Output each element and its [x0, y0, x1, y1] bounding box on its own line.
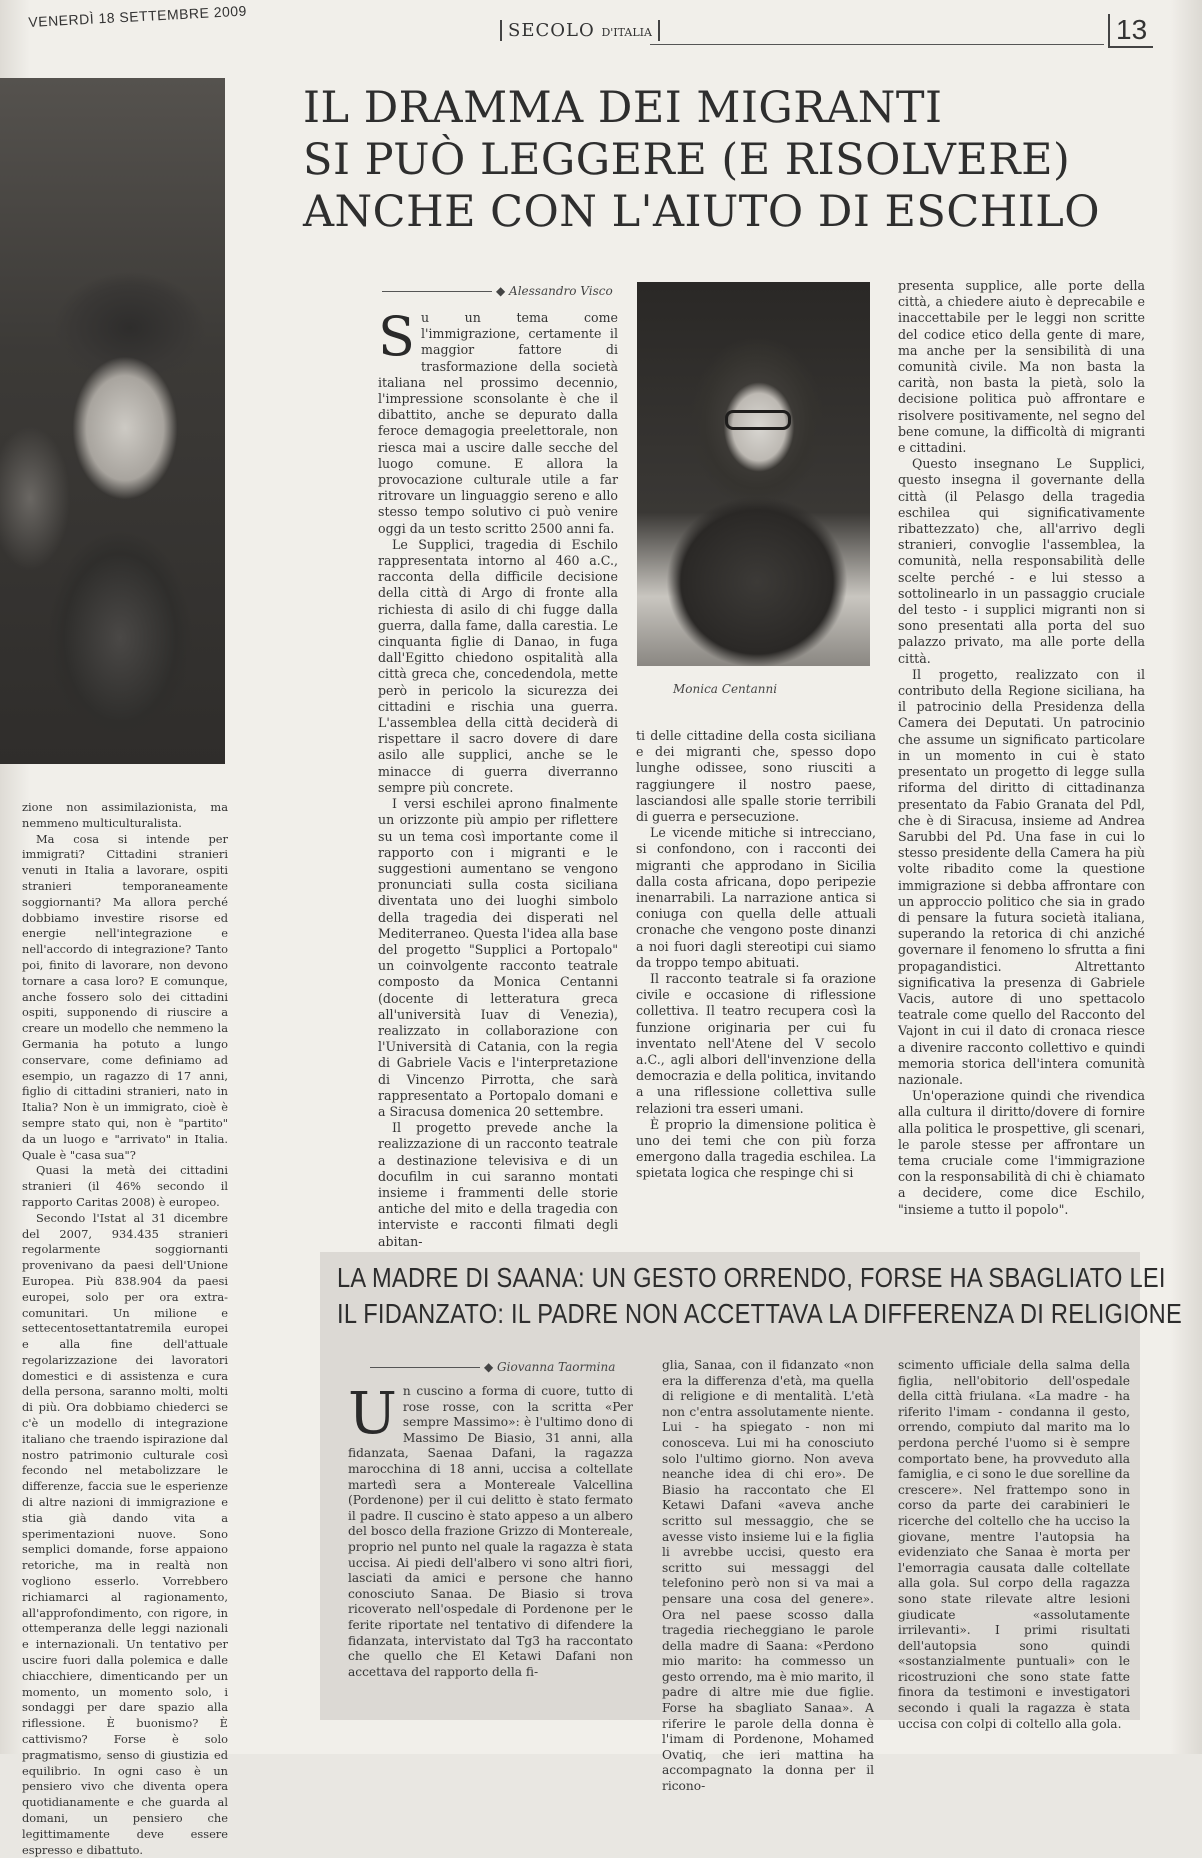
- byline-rule: [382, 291, 492, 292]
- author-name: Alessandro Visco: [509, 284, 613, 298]
- box-headline: [337, 1260, 1183, 1332]
- drop-cap: S: [378, 305, 415, 368]
- paragraph: Un'operazione quindi che rivendica alla cultura il diritto/dovere di fornire alla politica le prospettive, gli scenari, le parole stesse per affrontare un tema cruciale come l'immigrazione con la responsabilità di chi è chiamato a decidere, come dice Eschilo, "insieme a tutto il popolo".: [898, 1088, 1145, 1217]
- box-headline-line: LA MADRE DI SAANA: UN GESTO ORRENDO, FORSE HA SBAGLIATO LEI: [337, 1262, 1166, 1293]
- issue-date: VENERDÌ 18 SETTEMBRE 2009: [28, 2, 248, 30]
- paragraph: Le vicende mitiche si intrecciano, si confondono, con i racconti dei migranti che approdano in Sicilia dalla costa africana, dopo peripezie inenarrabili. La narrazione antica si coniuga con quella delle attuali cronache che vengono poste dinanzi a noi fuori dagli stereotipi cui siamo da troppo tempo abituati.: [636, 825, 876, 970]
- portrait-photo: [637, 282, 870, 666]
- page-number: 13: [1108, 14, 1153, 48]
- paragraph: Quasi la metà dei cittadini stranieri (il 46% secondo il rapporto Caritas 2008) è europeo.: [22, 1163, 228, 1209]
- article-column-1: [378, 305, 618, 1266]
- article-byline: ◆ Alessandro Visco: [382, 284, 613, 298]
- header-rule: [650, 44, 1104, 45]
- paragraph: Le Supplici, tragedia di Eschilo rappresentata intorno al 460 a.C., racconta della difficile decisione della città di Argo di fronte alla richiesta di asilo di chi fugge dalla guerra, dalla fame, dalla carestia. Le cinquanta figlie di Danao, in fuga dall'Egitto chiedono ospitalità alla città greca che, concedendola, mette però in pericolo la sicurezza dei cittadini e rischia una guerra. L'assemblea della città deciderà di rispettare il sacro dovere di dare asilo alle supplici, anche se le minacce di guerra diverranno sempre più concrete.: [378, 536, 618, 795]
- paragraph: Il progetto prevede anche la realizzazione di un racconto teatrale a destinazione televisiva e di un docufilm in cui saranno montati insieme i frammenti delle storie antiche del mito e della tragedia con interviste e racconti filmati degli abitan-: [378, 1120, 618, 1249]
- crowd-photo: [0, 78, 225, 764]
- newspaper-title: SECOLO: [508, 20, 595, 41]
- article-headline: [303, 82, 1103, 238]
- box-headline-line: IL FIDANZATO: IL PADRE NON ACCETTAVA LA DIFFERENZA DI RELIGIONE: [337, 1298, 1183, 1329]
- headline-line: IL DRAMMA DEI MIGRANTI: [303, 83, 943, 133]
- paragraph: Il racconto teatrale si fa orazione civile e occasione di riflessione collettiva. Il teatro recupera così la funzione originaria per cui fu inventato nell'Atene del V secolo a.C., agli albori dell'invenzione della democrazia e della politica, invitando a una riflessione collettiva sulle relazioni tra esseri umani.: [636, 971, 876, 1116]
- newspaper-name: [500, 20, 660, 41]
- author-name: Giovanna Taormina: [497, 1360, 616, 1374]
- headline-line: SI PUÒ LEGGERE (E RISOLVERE): [303, 135, 1071, 185]
- box-column-3: [898, 1358, 1130, 1731]
- glasses-shape: [725, 410, 791, 430]
- box-column-1: [348, 1379, 633, 1716]
- paragraph: n cuscino a forma di cuore, tutto di rose rosse, con la scritta «Per sempre Massimo»: è l'ultimo dono di Massimo De Biasio, 31 anni, alla fidanzata, Saenaa Dafani, la ragazza marocchina di 18 anni, uccisa a coltellate martedì sera a Montereale Valcellina (Pordenone) per il cui delitto è stato fermato il padre. Il cuscino è stato appeso a un albero del bosco della frazione Grizzo di Montereale, proprio nel punto nel quale la ragazza è stata uccisa. Ai piedi dell'albero vi sono altri fiori, lasciati da amici e persone che hanno conosciuto Sanaa. De Biasio si trova ricoverato nell'ospedale di Pordenone per le ferite riportate nel tentativo di difendere la fidanzata, intervistato dal Tg3 ha raccontato che quello che El Ketawi Dafani non accettava del rapporto della fi-: [348, 1384, 633, 1679]
- left-column-text: [22, 800, 228, 1857]
- paragraph: Secondo l'Istat al 31 dicembre del 2007, 934.435 stranieri regolarmente soggiornanti provenivano da paesi dell'Unione Europea. Più 838.904 da paesi europei, solo per ora extra-comunitari. Un milione e settecentosettantatremila europei e alla fine dell'attuale regolarizzazione dei lavoratori domestici e di assistenza e cura della persona, saranno molti, molti di più. Ora dobbiamo chiederci se c'è un modello di integrazione italiano che traendo ispirazione dal nostro patrimonio culturale così fecondo nel metabolizzare le differenze, faccia sue le esperienze di altre nazioni di immigrazione e stia già dando vita a sperimentazioni nuove. Sono semplici domande, forse appaiono retoriche, ma in realtà non vogliono esserlo. Vorrebbero richiamarci al ragionamento, all'approfondimento, con rigore, in ottemperanza delle leggi nazionali e internazionali. Un tentativo per uscire fuori dalla polemica e dalle chiacchiere, dimenticando per un momento, un momento solo, i sondaggi per dare spazio alla riflessione. È buonismo? È cattivismo? Forse è solo pragmatismo, senso di giustizia ed equilibrio. In ogni caso è un pensiero vivo che diventa opera quotidianamente e che guarda al domani, un pensiero che legittimamente deve essere espresso e dibattuto.: [22, 1210, 228, 1857]
- paragraph: I versi eschilei aprono finalmente un orizzonte più ampio per riflettere su un tema così importante come il rapporto con i migranti e le suggestioni aumentano se vengono pronunciati sulla costa siciliana diventata uno dei luoghi simbolo della tragedia dei disperati nel Mediterraneo. Questa l'idea alla base del progetto "Supplici a Portopalo" un coinvolgente racconto teatrale composto da Monica Centanni (docente di letteratura greca all'università Iuav di Venezia), realizzato in collaborazione con l'Università di Catania, con la regia di Gabriele Vacis e l'interpretazione di Vincenzo Pirrotta, che sarà rappresentato a Portopalo domani e a Siracusa domenica 20 settembre.: [378, 796, 618, 1119]
- paragraph: zione non assimilazionista, ma nemmeno multiculturalista.: [22, 800, 228, 830]
- paragraph: Il progetto, realizzato con il contributo della Regione siciliana, ha il patrocinio della Presidenza della Camera dei Deputati. Un patrocinio che assume un significato particolare in un momento in cui è stato presentato un progetto di legge sulla riforma del diritto di cittadinanza presentato da Fabio Granata del Pdl, che è di Siracusa, insieme ad Andrea Sarubbi del Pd. Una fase in cui lo stesso presidente della Camera ha più volte ribadito come la questione immigrazione si debba affrontare con un approccio politico che sia in grado di pensare la futura società italiana, superando la retorica di chi anziché governare il fenomeno lo sfrutta a fini propagandistici. Altrettanto significativa la presenza di Gabriele Vacis, autore di uno spettacolo teatrale come quello del Racconto del Vajont in cui il dato di cronaca riesce a divenire racconto collettivo e quindi memoria storica dell'intera comunità nazionale.: [898, 666, 1145, 1087]
- photo-caption: Monica Centanni: [673, 682, 778, 696]
- paragraph: È proprio la dimensione politica è uno dei temi che con più forza emergono dalla tragedia eschilea. La spietata logica che respinge chi si: [636, 1116, 876, 1181]
- headline-line: ANCHE CON L'AIUTO DI ESCHILO: [303, 187, 1101, 237]
- box-byline: ◆ Giovanna Taormina: [370, 1360, 615, 1374]
- article-column-3: [898, 278, 1145, 1217]
- byline-rule: [370, 1367, 480, 1368]
- paragraph: scimento ufficiale della salma della figlia, nell'obitorio dell'ospedale della città friulana. «La madre - ha riferito l'imam - condanna il gesto, orrendo, compiuto dal marito ma lo perdona perché l'uomo si è sempre comportato bene, ha provveduto alla famiglia, e ci sono le due sorelline da crescere». Nel frattempo sono in corso da parte dei carabinieri le ricerche del coltello che ha ucciso la giovane, mentre l'autopsia ha evidenziato che Sanaa è morta per l'emorragia causata dalle coltellate alla gola. Sul corpo della ragazza sono state rilevate altre lesioni giudicate «assolutamente irrilevanti». I primi risultati dell'autopsia sono quindi «sostanzialmente puntuali» con le ricostruzioni che sono state fatte finora da testimoni e investigatori secondo i quali la ragazza è stata uccisa con colpi di coltello alla gola.: [898, 1358, 1130, 1731]
- drop-cap: U: [348, 1379, 397, 1447]
- paragraph: ti delle cittadine della costa siciliana e dei migranti che, spesso dopo lunghe odissee, sono riusciti a raggiungere il nostro paese, lasciandosi alle spalle storie terribili di guerra e persecuzione.: [636, 728, 876, 825]
- paragraph: Ma cosa si intende per immigrati? Cittadini stranieri venuti in Italia a lavorare, ospiti stranieri temporaneamente soggiornanti? Ma allora perché dobbiamo investire risorse ed energie nell'integrazione e nell'accordo di integrazione? Tanto poi, finito di lavorare, non devono tornare a casa loro? E comunque, anche fossero solo dei cittadini ospiti, supponendo di riuscire a creare un modello che nemmeno la Germania ha potuto a lungo conservare, come definiamo ad esempio, un ragazzo di 17 anni, figlio di cittadini stranieri, nato in Italia? Non è un immigrato, cioè è sempre stato qui, non è "partito" da un luogo e "arrivato" in Italia. Quale è "casa sua"?: [22, 831, 228, 1162]
- paragraph: u un tema come l'immigrazione, certamente il maggior fattore di trasformazione della società italiana nel prossimo decennio, l'impressione sconsolante è che il dibattito, anche se depurato dalla feroce demagogia preelettorale, non riesca mai a uscire dalle secche del luogo comune. E allora la provocazione culturale utile a far ritrovare un linguaggio sereno e allo stesso tempo solutivo ci può venire oggi da un testo scritto 2500 anni fa.: [378, 310, 618, 536]
- article-column-2: [636, 728, 876, 1188]
- paragraph: Questo insegnano Le Supplici, questo insegna il governante della città (il Pelasgo della tragedia eschilea qui significativamente ribattezzato) che, all'arrivo degli stranieri, convoglie l'assemblea, la comunità, nella responsabilità delle scelte perché - e lui stesso a sottolinearlo in un passaggio cruciale del testo - i supplici migranti non si sono presentati alla porta del suo palazzo privato, ma alle porte della città.: [898, 456, 1145, 666]
- box-column-2: [662, 1358, 874, 1794]
- paragraph: presenta supplice, alle porte della città, a chiedere aiuto è deprecabile e inaccettabile per le leggi non scritte del codice etico della gente di mare, ma anche per la sensibilità di una comunità civile. Ma non basta la carità, non basta la pietà, solo la decisione politica può affrontare e risolvere positivamente, nel segno del bene comune, la difficoltà di migranti e cittadini.: [898, 278, 1145, 456]
- paragraph: glia, Sanaa, con il fidanzato «non era la differenza d'età, ma quella di religione e di mentalità. L'età non c'entra assolutamente niente. Lui - ha spiegato - non mi conosceva. Lui mi ha conosciuto solo l'ultimo giorno. Non aveva neanche idea di chi ero». De Biasio ha raccontato che El Ketawi Dafani «aveva anche scritto sul messaggio, che se avesse visto insieme lui e la figlia li avrebbe uccisi, questo era scritto sui messaggi del telefonino però non si va mai a pensare una cosa del genere». Ora nel paese scosso dalla tragedia riecheggiano le parole della madre di Saana: «Perdono mio marito: ha commesso un gesto orrendo, ma è mio marito, il padre di altre mie due figlie. Forse ha sbagliato Sanaa». A riferire le parole della donna è l'imam di Pordenone, Mohamed Ovatiq, che ieri mattina ha accompagnato la donna per il ricono-: [662, 1358, 874, 1794]
- newspaper-suffix: D'ITALIA: [601, 26, 652, 39]
